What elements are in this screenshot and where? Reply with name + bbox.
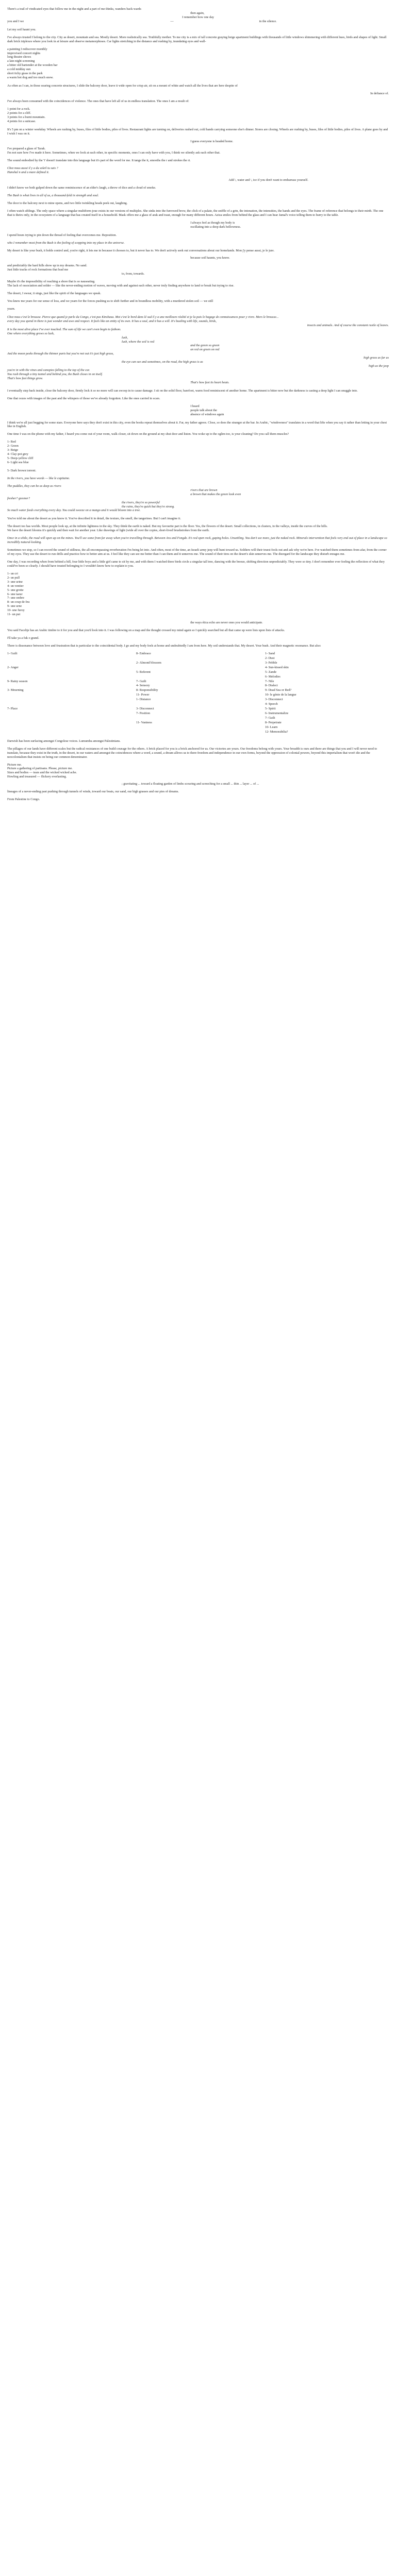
gravitating-line: ; gravitating ... toward a floating garden of limbs scouring and screeching for a small ... thin ... layer ... of ...	[122, 782, 259, 786]
column-item	[7, 684, 131, 688]
para-sound: The sound embodied by the 'i' doesn't translate into this language but it's part of the word for me. It tangs the it, smooths the r and strokes the ri.	[7, 159, 191, 163]
column-item: 7- Nile	[265, 679, 274, 683]
bush-line: The Bush is what lives in all of us, a thousand-fold in strength and soul.	[7, 194, 99, 197]
essay-page	[0, 0, 396, 818]
column-item: 6- Instrumentalize	[265, 711, 289, 716]
para-sometimes: Sometimes we stop, so I can record the sound of stillness, the all-encompassing reverberation I'm being let into. And often, most of the time, an Israeli army jeep will hunt toward us. Soldiers will their truest fools out and ask why we're here. I've watched them sometimes from afar, from the corner of my eyes. They use the desert to run drills and practice how to better aim at us. I feel like they can see me better than I can them and it unnerves me. The sound of their tires on the desert's skin unnerves me. The disregard for the landscape they disturb enrages me.	[7, 548, 387, 556]
para-5pm: It's 5 pm on a winter weekday. Wheels are rushing by, buses, files of little bodies, piles of lives. Restaurant lights are turning on, deliveries rushed out, cold hands carrying someone else's dinner. Stores are closing. Wheels are rushing by, buses, files of little bodies, piles of lives. A plane goes by and I wish I was on it.	[7, 127, 388, 135]
para-maybe: Maybe it's the impossibility of reaching a shore that is so nauseating. The lack of ossociation and solder — like the never-ending motion of waves, moving with and against each other, never truly finding anywhere to land or break but trying to rise.	[7, 280, 235, 288]
column-item: 4- Sun-kissed skin	[265, 665, 289, 669]
poem-line: lush, where the soil is red	[122, 340, 155, 344]
list-item: 6- Light sea blue	[7, 461, 29, 464]
list-item: 4- un ventier	[7, 584, 24, 588]
column-item	[136, 716, 260, 720]
column-item: 7- Guilt	[136, 679, 146, 683]
opening-line: There's a trail of vindicated eyes that follow me in the night and a part of me thinks, wanders back-wards	[7, 7, 141, 11]
opening-dash: —	[170, 19, 174, 23]
column-item: 11- Power	[136, 693, 150, 697]
list-item: 3- Beige	[7, 448, 19, 452]
sounds-list	[7, 572, 389, 617]
column-item: 10- Learn	[265, 725, 278, 729]
column-item	[7, 670, 131, 674]
para-lineages: lineages of a never-ending past pushing through tunnels of winds, toward our boats, our sand, our high grasses and our pies of dreams.	[7, 790, 179, 794]
opening-line-remember: I remember how one day	[182, 15, 214, 19]
list-item: 9- une urne	[7, 604, 22, 608]
para-once: Once in a while, the road will open up on the mines. You'll see some from far away when you're travelling through. Between Aru and Fongde. It's red open rock, gaping holes. Unsettling. You don't see more, just the naked rock. Minerals intervention that feels very end out of place in a landscape so incredibly natural-looking.	[7, 536, 387, 545]
gaze-line: I guess everyone is headed home.	[190, 139, 234, 143]
poem-line: high grass as far as	[364, 356, 389, 360]
para-there-is: There is dissonance between love and frustration that is particular to the coincidental body. I go and my body feels at home and undoubtedly I am from here. My soil understands that. My desert. Your bush. And their magnetic resonance. But also:	[7, 643, 321, 648]
points-list	[7, 107, 389, 124]
poem-line: Howling and treasured — flickery everlasting.	[7, 775, 67, 779]
list-item: a painting I rediscover monthly	[7, 47, 47, 51]
list-item: a late-night screening	[7, 59, 35, 63]
list-item: 1 point for a rock.	[7, 107, 30, 111]
hills-line: and predictably the hard hills show up in my dreams. No sand.	[7, 264, 87, 268]
brown-line: 5- Dark brown torrent.	[7, 468, 37, 472]
para-known: You knew me years for our sense of loss, and we yearn for the forces pushing us to shift further and in boundless mobility, with a murdered stolen soil — we still	[7, 299, 213, 303]
para-desert: My desert is like your bush, it holds control and, you're right, it lets me in because it chooses to, but it never has to. We don't actively seek out conversations about our homelands. Mon j'y pense aussi, je le jure.	[7, 248, 275, 252]
para-one-time: One time I was on the phone with my father, I heard you come out of your room, walk closer, sit down on the ground at my shut door and listen. You woke up to the oglim too, is your cleaning? Do you call them muscles?	[7, 432, 289, 436]
column-item: 4- Sensory	[136, 684, 150, 688]
list-item: 6- une taeur	[7, 592, 23, 596]
column-item	[7, 698, 131, 702]
column-item: 1- Distance	[136, 698, 151, 702]
poem-line: Sizes and bodies — tears and the wicked wicked ache.	[7, 771, 77, 775]
list-item: a cold midday sun	[7, 67, 31, 72]
column-item: 4- Speech	[265, 702, 278, 706]
column-3	[265, 652, 389, 734]
poem-line: That's how fast its heart beats.	[190, 380, 229, 384]
column-item: 3- Disconnect	[136, 707, 154, 711]
poem-line: That's how fast things grow.	[7, 376, 43, 380]
column-item: 7- Place	[7, 707, 18, 711]
column-item: 1- Guilt	[7, 651, 18, 655]
list-item: 3 points for a burnt mountain.	[7, 115, 45, 119]
para-one-day: One day, I was recording when from behind a hill, four little boys and a little girl came to sit by me, and with them I watched three birds circle a singular tall tree, dancing with the breeze, shifting direction unpredictably. They were so tiny. I don't remember ever feeling the reflection of what they could've been so clearly. I should have trusted belonging to I wouldn't know how to explain to you.	[7, 560, 385, 568]
soil-line: because soil haunts, you know.	[190, 256, 230, 260]
column-item: 7- Guilt	[265, 716, 275, 720]
poem-line: insects and animals. And of course the constant rustle of leaves.	[307, 323, 389, 327]
rivers-block	[7, 488, 389, 513]
column-item: 5- Zande	[265, 670, 277, 674]
list-item: 2- Green	[7, 444, 19, 448]
list-item: a bitter old bartender at the wooden bar	[7, 63, 58, 67]
add-line: Add \, water and \, ice if you don't want to embarrass yourself.	[228, 178, 308, 182]
poem-line: Picture me.	[7, 762, 22, 767]
lush-block	[7, 336, 389, 385]
list-item: 5- une grotte	[7, 588, 24, 592]
column-item: 8- Embrace	[136, 651, 151, 655]
column-item	[7, 693, 131, 697]
para-didnt: I didn't know we both gulped down the same reminiscence of an elder's laugh, a throw of dice and a cloud of smoke.	[7, 186, 156, 190]
yearn-line: yearn.	[7, 307, 15, 311]
column-item: 1- Sand	[265, 651, 275, 655]
para-think: I think we're all just begging for some stars. Everyone here says they don't exist in this city, even the books repeat themselves about it. Far, my father agrees. Close, so does the stranger at the bar. In Arabic, "windowness" translates in a word that lifts when you say it rather than letting in your chest like in English.	[7, 420, 387, 429]
puddles-line: The puddles, they can be as deep as rivers	[7, 484, 61, 488]
poem-line: every day you spend in there is just wonder and awe and respect. It feels like an entity of its own. It has a soul, and it has a will. It's bustling with life, sounds, birds,	[7, 319, 217, 323]
poem-line: you're in with the vines and canopies falling to the top of the car.	[7, 368, 90, 372]
towards-line: to, from, towards.	[122, 272, 145, 276]
list-item: short itchy grass in the park	[7, 72, 43, 76]
poem-line: You rush through a tiny tunnel and behind you, the Bush closes in on itself.	[7, 372, 103, 376]
opening-line-then: then again,	[190, 11, 205, 15]
poem-line: high as the jeep	[368, 364, 389, 368]
para-door: The door to the balcony next to mine opens, and two little twinkling heads peek out, laughing.	[7, 201, 128, 205]
column-item: 11- Vastness	[136, 720, 152, 724]
column-1	[7, 652, 131, 734]
para-desert3: The desert too has worlds. Most people look up, at the infinite lightness in the sky. They think the earth is naked. But my favourite part is the floor. Yes, the flowers of the desert. Small collections, in clusters, in the valleys, inside the curves of the hills. We have the desert blooms it's quickly and then wait for another year. Like drawings of light (wide all over the copies, short-lived brushstrokes from the earth.	[7, 524, 328, 533]
french-line-1: Chez nous aussi il y a du soleil tu sais ? Hanshal n and a mare defined it.	[7, 166, 58, 175]
para-ill-take: I'll take ya a fuk o grand.	[7, 636, 39, 640]
poem-line: rivers that are brown	[190, 488, 218, 492]
heart-lines	[7, 221, 389, 229]
para-eventually: I eventually step back inside, close the balcony door, firmly lock it so no more will can swoop in to cause damage. I sit on the solid floor, barefoot, warm food reminiscent of another home. The apartment is bitter now but the darkness is casting a deep light I can snuggle into.	[7, 388, 358, 393]
para-told: You've told me about the desert as you know it. You've described it in detail, the texture, the smell, the tangerines. But I can't imagine it.	[7, 517, 181, 521]
list-item: 4 points for a suitcase.	[7, 119, 36, 123]
para-desert2: The desert, I swear, it sings, just like the spirit of the languages we speak.	[7, 292, 101, 296]
ways-line: the ways ética echo are never ones you would anticipate.	[190, 621, 263, 625]
list-item: improvised concert nights	[7, 51, 41, 55]
poem-line: lush,	[122, 335, 128, 340]
poem-line: One where everything grows so lush,	[7, 331, 55, 335]
poem-line: I always feel as though my body is	[190, 221, 235, 225]
french-block-2	[7, 315, 389, 336]
wall-list	[7, 47, 389, 80]
list-item: 5- Deep-yellow cliff	[7, 456, 34, 461]
column-item: 3- Pebble	[265, 660, 277, 665]
column-item: 5- Referent	[136, 670, 151, 674]
column-item: 8- Dialect	[265, 684, 278, 688]
opening-you: you and I we	[7, 19, 24, 23]
column-item	[136, 675, 260, 679]
column-item: 10- le génie de la langue	[265, 693, 296, 697]
para-prepared: I've prepared a glass of Tarak. I'm not sure how I've made it here. Sometimes, when we look at each other, in specific moments, ones I can only have with you, I think we silently ask each other that.	[7, 147, 220, 155]
found-line: who I remember most from the Bush is the feeling of scopping into my place in the universe.	[7, 241, 125, 245]
para-darwish: Darwish has been surfacing amongst Congolese voices. Lumumba amongst Palestinians.	[7, 739, 121, 743]
column-item: 2- Anger	[7, 665, 19, 669]
para-you-said: You said Facelije has an Arabic timbre to it for you and that you'd look into it. I was following on a map and the thought crossed my mind again so I quickly searched but all that came up were lists upon lists of attacks.	[7, 629, 285, 633]
poem-line: people talk about the	[190, 408, 217, 412]
defiance-line: In defiance of.	[370, 92, 389, 95]
poem-line: absence of windows again	[190, 412, 224, 416]
column-item: 5- Spirit	[265, 707, 276, 711]
intro-para-1: I've always trusted I belong to the city. City as desert, mountain and sea. Mostly desert. More realistically sea. Truthfully mother. To me city is a mix of tall concrete graying beige apartment buildings with thousands of little windows shimmering with different hues, birds and shapes of light. Small dark brick triplexes where you look in at leisure and observe metamorphoses. Car lights stretching in the distance and rushing by, inundating eyes and wall-	[7, 35, 387, 43]
three-column-list	[7, 652, 389, 734]
column-item: 7- Position	[136, 711, 150, 716]
list-item: 3- une urine	[7, 580, 23, 584]
intro-para-3: I've always been consumed with the coincidences of violence. The ones that have left all of us in endless translation. The ones I am a result of:	[7, 99, 189, 103]
poem-line: and the green so green	[190, 344, 220, 348]
column-item: 8- Responsibility	[136, 688, 158, 692]
tracks-line: Just little tracks of rock formations that lead me	[7, 268, 69, 272]
intro-para-2: As often as I can, in those soaring concrete structures, I slide the balcony door, leave it wide open for crisp air, sit on a mount of white and watch all the lives that are here despite of	[7, 84, 238, 88]
poem-line: oscillating into a deep dark hollowness.	[190, 225, 241, 229]
poem-line: the eye can see and sometimes, on the road, the high grass is as	[122, 360, 203, 364]
column-item	[7, 702, 131, 706]
column-item: 9- Dead Sea or Red?	[265, 688, 292, 692]
column-item: 3- Disconnect	[265, 698, 283, 702]
poem-line: the rivers, they're so powerful	[122, 500, 160, 504]
list-item: long theatre shows	[7, 55, 31, 59]
para-one-that: One that oozes with images of the past and the whispers of those we've already forgotten. Like the ones carried in scars.	[7, 396, 160, 400]
list-item: 1- un cri	[7, 571, 18, 575]
opening-line-you-we	[7, 20, 389, 24]
poem-line: So much water feeds everything every day. You could sweeze on a mango and it would bloom into a tree.	[7, 509, 141, 513]
column-item	[7, 675, 131, 679]
colors-list	[7, 440, 389, 465]
list-item: 2- un pull	[7, 575, 20, 580]
list-item: 11- un put	[7, 613, 21, 617]
list-item: 1- Red	[7, 440, 16, 444]
list-item: 10- une furoy	[7, 608, 25, 613]
picture-block	[7, 763, 389, 779]
column-item: 2- Dust	[265, 656, 275, 660]
intro-para-0: Let my soil haunt you.	[7, 27, 36, 31]
closing-line: From Palestine to Congo.	[7, 798, 40, 802]
poem-line: And the moon peeks through the thinner parts but you're not out it's just high grass,	[7, 352, 114, 356]
poem-line: a brown that makes the green look even	[190, 492, 241, 496]
list-item: 7- une ombre	[7, 596, 24, 600]
column-item: 8- Perpetrate	[265, 720, 282, 724]
column-item	[7, 661, 131, 665]
column-item: 12- Memorabilia?	[265, 730, 288, 734]
column-item: 3- Mourning	[7, 688, 24, 692]
column-item	[7, 656, 131, 660]
poem-line: on red on green on red	[190, 348, 220, 352]
list-item: 4- Clay-pot grey	[7, 452, 28, 456]
para-pillages: The pillages of our lands have different scales but the radical resistances of one build courage for the others. A brick placed for you is a brick anchored for us. Our victories are yours. Our freedoms belong with yours. Your breadth is ours and there are things that you and I will never need to translate, because they exist in the truth, in the desert, in our waters and amongst the coincidences where a word, a sound, a dream allows us to there freedom and independence in our own forms, beyond the oppression of colonial powers, beyond this imperialism that won't die and the neocolonialism that insists on being our common denominator.	[7, 747, 377, 759]
column-2	[136, 652, 260, 734]
column-item	[136, 702, 260, 706]
heard-lines	[7, 404, 389, 417]
list-item: 8- un coup de feu	[7, 600, 30, 604]
list-item: a warm hot dog and too much snow.	[7, 76, 54, 80]
column-item: 6- Melodies	[265, 674, 280, 679]
poem-line: the rains, they're quick but they're strong.	[122, 504, 175, 509]
para-found: I spend hours trying to pin down the thread of feeling that overcomes me. Reposition.	[7, 233, 117, 237]
poem-line: I heard	[190, 404, 200, 408]
poem-line: Chez nous c'est le brousse. Pierce que quand je parle du Congo, c'est pas Kinshasa. Moi c'est le bord dans lé sud il y a une meilleure réalité et je la pais le bagage de connaissances pour y vivre. Mors le brousse...	[7, 315, 279, 319]
rivers-line: In the rivers, you have words — like le capitaine.	[7, 476, 70, 480]
column-item	[136, 656, 260, 660]
poem-line: Picture a gathering of partisans. Please, picture me.	[7, 767, 73, 771]
column-item: 2- Almond blossom	[136, 660, 161, 665]
column-item: 9- Rainy season	[7, 679, 28, 683]
para-observe: I often watch siblings. The only space where a singular multiform joue exists in our versions of multiples. She sinks into the furrowed brow, the click of a palate, the sniffle of a grin, the intonation, the intensities, the hands and the eyes. The frame of reference that belongs to their mirth. The one that is theirs only, in the ecosystem of a language that has created itself in a household. Mask offers me a glass of arak and toast, enough for many different hours. Aziza smiles from behind the glass and I can hear Jamal's voice telling them to hurry to the table.	[7, 209, 384, 217]
poem-line: It is the most alive place I've ever touched. The sum of life we can't even begin to fathom.	[7, 327, 121, 331]
list-item: 2 points for a cliff.	[7, 111, 31, 115]
poem-line: fresher? greener?	[7, 496, 30, 500]
column-item	[136, 666, 260, 670]
opening-silence: in the silence.	[259, 19, 277, 23]
